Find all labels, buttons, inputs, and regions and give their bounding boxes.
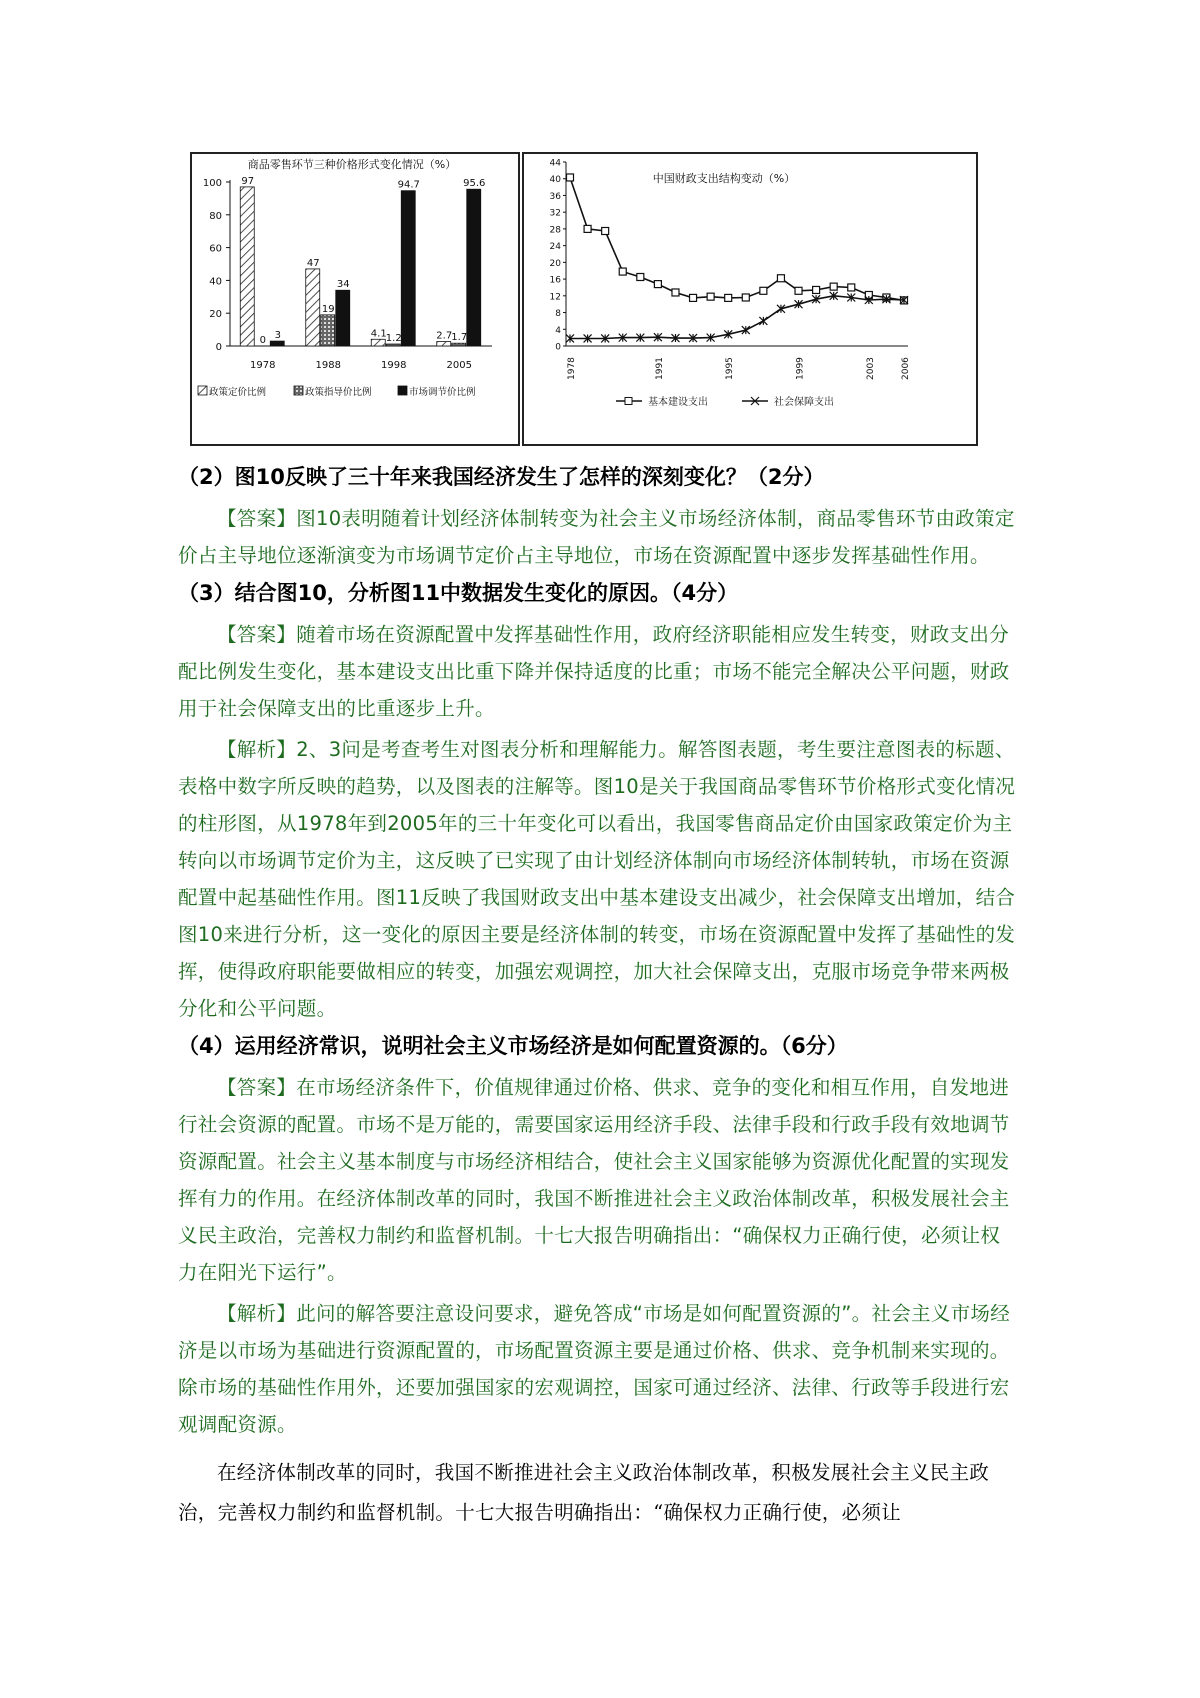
y-tick-label: 44 [549,158,561,169]
x-tick-label: 1995 [725,357,736,380]
bar [467,189,481,346]
explanation-3: 【解析】2、3问是考查考生对图表分析和理解能力。解答图表题，考生要注意图表的标题、表格中数字所反映的趋势，以及图表的注解等。图10是关于我国商品零售环节价格形式变化情况的柱形图，从1978年到2005年的三十年变化可以看出，我国零售商品定价由国家政策定价为主转向以市场调节定价为主，这反映了已实现了由计划经济体制向市场经济体制转轨，市场在资源配置中起基础性作用。图11反映了我国财政支出中基本建设支出减少，社会保障支出增加，结合图10来进行分析，这一变化的原因主要是经济体制的转变，市场在资源配置中发挥了基础性的发挥，使得政府职能要做相应的转变，加强宏观调控，加大社会保障支出，克服市场竞争带来两极分化和公平问题。 [178,738,1016,1020]
legend-label: 基本建设支出 [648,397,708,408]
series-line [570,178,904,301]
data-point [777,275,784,282]
data-point [830,283,837,290]
x-tick-label: 1998 [381,360,407,371]
data-point [813,286,820,293]
data-point [619,268,626,275]
bar-value-label: 34 [336,279,350,291]
data-point [759,317,767,325]
data-point [725,294,732,301]
data-point [848,284,855,291]
question-4: （4）运用经济常识，说明社会主义市场经济是如何配置资源的。（6分） [178,1034,848,1058]
legend-swatch [398,386,407,395]
legend-label: 社会保障支出 [774,397,834,408]
y-tick-label: 40 [209,276,222,288]
y-tick-label: 28 [549,225,561,236]
data-point [602,228,609,235]
y-tick-label: 20 [209,309,222,321]
x-tick-label: 2005 [446,360,472,371]
data-point [654,281,661,288]
bar-value-label: 95.6 [463,178,486,190]
data-point [567,174,574,181]
bar-value-label: 19 [321,303,335,315]
y-tick-label: 8 [555,309,561,320]
x-tick-label: 1999 [795,357,806,380]
legend-swatch [294,386,303,395]
y-tick-label: 60 [209,243,222,255]
line-chart [524,154,976,444]
answer-2: 【答案】图10表明随着计划经济体制转变为社会主义市场经济体制，商品零售环节由政策定价占主导地位逐渐演变为市场调节定价占主导地位，市场在资源配置中逐步发挥基础性作用。 [178,507,1015,567]
bar-chart-panel [190,152,520,446]
explanation-4: 【解析】此问的解答要注意设问要求，避免答成“市场是如何配置资源的”。社会主义市场经济是以市场为基础进行资源配置的，市场配置资源主要是通过价格、供求、竞争机制来实现的。除市场的基础性作用外，还要加强国家的宏观调控，国家可通过经济、法律、行政等手段进行宏观调配资源。 [178,1302,1011,1436]
y-tick-label: 20 [549,258,561,269]
legend-label: 政策指导价比例 [305,387,372,398]
bar-value-label: 2.7 [436,330,453,342]
bar-chart [192,154,518,444]
legend-marker [625,398,632,405]
answer-content [178,462,1018,1533]
answer-4: 【答案】在市场经济条件下，价值规律通过价格、供求、竞争的变化和相互作用，自发地进行社会资源的配置。市场不是万能的，需要国家运用经济手段、法律手段和行政手段有效地调节资源配置。社会主义基本制度与市场经济相结合，使社会主义国家能够为资源优化配置的实现发挥有力的作用。在经济体制改革的同时，我国不断推进社会主义政治体制改革，积极发展社会主义民主政治，完善权力制约和监督机制。十七大报告明确指出：“确保权力正确行使，必须让权力在阳光下运行”。 [178,1076,1010,1284]
bar-value-label: 4.1 [370,328,387,340]
bar-value-label: 97 [241,175,255,187]
bar-value-label: 0 [259,335,266,346]
data-point [584,225,591,232]
legend-swatch [198,386,207,395]
y-tick-label: 0 [215,342,222,353]
y-tick-label: 4 [555,325,561,336]
data-point [707,293,714,300]
y-tick-label: 0 [555,342,561,353]
chart-title: 商品零售环节三种价格形式变化情况（%） [247,158,457,171]
bar-value-label: 3 [274,330,281,342]
legend-label: 市场调节价比例 [409,387,476,398]
y-tick-label: 32 [549,208,561,219]
series-line [570,296,904,339]
data-point [690,294,697,301]
y-tick-label: 16 [549,275,561,286]
bar [336,290,350,346]
x-tick-label: 2006 [901,357,911,380]
x-tick-label: 1988 [315,360,341,371]
y-tick-label: 36 [549,191,561,202]
y-tick-label: 24 [549,242,561,253]
x-tick-label: 1978 [567,357,577,380]
figure-10-11 [190,152,976,444]
bar [321,315,335,346]
question-2: （2）图10反映了三十年来我国经济发生了怎样的深刻变化？（2分） [178,465,825,489]
answer-3: 【答案】随着市场在资源配置中发挥基础性作用，政府经济职能相应发生转变，财政支出分配比例发生变化，基本建设支出比重下降并保持适度的比重；市场不能完全解决公平问题，财政用于社会保障支出的比重逐步上升。 [178,623,1010,720]
data-point [760,287,767,294]
body-paragraph: 在经济体制改革的同时，我国不断推进社会主义政治体制改革，积极发展社会主义民主政治，完善权力制约和监督机制。十七大报告明确指出：“确保权力正确行使，必须让 [178,1461,990,1524]
x-tick-label: 1991 [654,357,665,380]
data-point [637,274,644,281]
data-point [672,289,679,296]
bar [401,191,415,346]
data-point [795,287,802,294]
y-tick-label: 80 [209,210,222,222]
bar [306,269,320,346]
bar-value-label: 1.7 [451,332,468,344]
legend-label: 政策定价比例 [209,387,267,398]
bar [437,342,451,346]
bar [371,339,385,346]
bar [270,341,284,346]
question-3: （3）结合图10，分析图11中数据发生变化的原因。（4分） [178,581,739,605]
bar [452,343,466,346]
data-point [742,294,749,301]
line-chart-panel [522,152,978,446]
bar-value-label: 1.2 [385,333,402,345]
chart-title: 中国财政支出结构变动（%） [652,172,796,185]
y-tick-label: 12 [549,292,561,303]
bar [386,344,400,346]
bar-value-label: 94.7 [397,179,420,191]
x-tick-label: 1978 [250,360,276,371]
bar [240,187,254,346]
y-tick-label: 40 [549,175,561,186]
y-tick-label: 100 [202,178,222,189]
bar-value-label: 47 [306,257,320,269]
x-tick-label: 2003 [865,357,876,380]
